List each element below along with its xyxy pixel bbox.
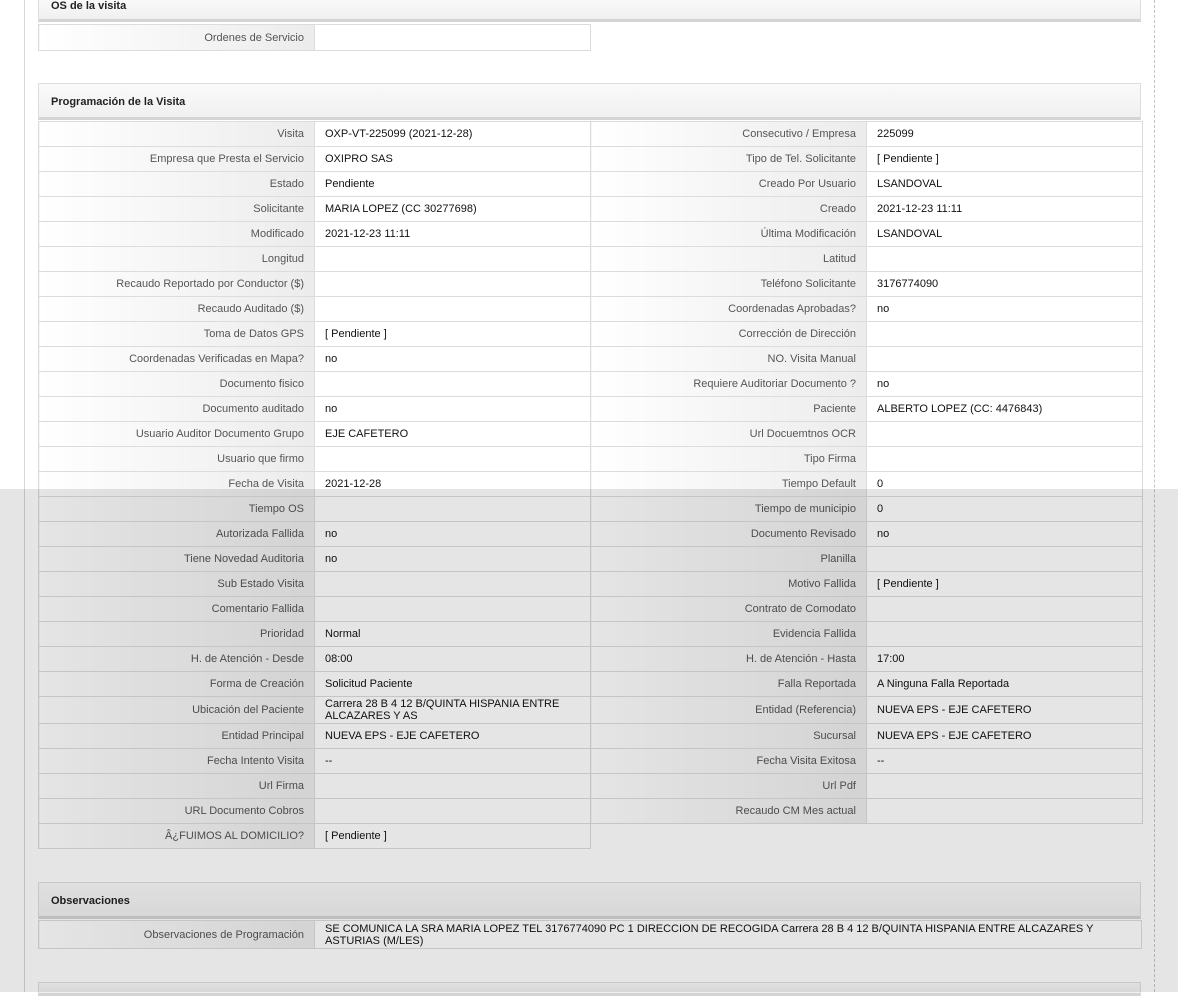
field-value: [ Pendiente ] — [315, 322, 591, 347]
field-label: Contrato de Comodato — [591, 597, 867, 622]
field-label: Â¿FUIMOS AL DOMICILIO? — [39, 824, 315, 849]
field-row — [39, 222, 1143, 247]
field-value: LSANDOVAL — [867, 172, 1143, 197]
field-label: Entidad (Referencia) — [591, 697, 867, 724]
field-value: OXP-VT-225099 (2021-12-28) — [315, 122, 591, 147]
field-label: Estado — [39, 172, 315, 197]
field-label: Documento Revisado — [591, 522, 867, 547]
field-label: Falla Reportada — [591, 672, 867, 697]
observaciones-label: Observaciones de Programación — [39, 921, 315, 949]
field-value: 17:00 — [867, 647, 1143, 672]
field-value — [315, 774, 591, 799]
field-row — [39, 447, 1143, 472]
field-row — [39, 824, 1143, 849]
field-label: Modificado — [39, 222, 315, 247]
field-row — [39, 749, 1143, 774]
field-label: Coordenadas Verificadas en Mapa? — [39, 347, 315, 372]
programacion-section-header — [38, 83, 1141, 120]
field-value — [315, 272, 591, 297]
field-row — [39, 724, 1143, 749]
field-label: Creado Por Usuario — [591, 172, 867, 197]
field-label: Tiene Novedad Auditoria — [39, 547, 315, 572]
field-value — [315, 597, 591, 622]
field-label: Empresa que Presta el Servicio — [39, 147, 315, 172]
field-label: Fecha Intento Visita — [39, 749, 315, 774]
field-value — [867, 597, 1143, 622]
field-value: 2021-12-23 11:11 — [315, 222, 591, 247]
field-label: Prioridad — [39, 622, 315, 647]
observaciones-section-header — [38, 882, 1141, 919]
field-label: Tipo de Tel. Solicitante — [591, 147, 867, 172]
field-label: Tiempo OS — [39, 497, 315, 522]
field-value — [315, 247, 591, 272]
observaciones-table — [38, 920, 1142, 949]
field-row — [39, 372, 1143, 397]
os-row — [39, 25, 591, 51]
field-row — [39, 472, 1143, 497]
field-row — [39, 272, 1143, 297]
field-label: Última Modificación — [591, 222, 867, 247]
field-label: Sub Estado Visita — [39, 572, 315, 597]
field-value: Solicitud Paciente — [315, 672, 591, 697]
field-value: LSANDOVAL — [867, 222, 1143, 247]
empty-cell — [591, 824, 867, 849]
field-value — [867, 422, 1143, 447]
os-section-header — [38, 0, 1141, 22]
field-row — [39, 347, 1143, 372]
field-value — [315, 799, 591, 824]
field-label: Documento auditado — [39, 397, 315, 422]
field-label: Coordenadas Aprobadas? — [591, 297, 867, 322]
field-value: OXIPRO SAS — [315, 147, 591, 172]
field-value — [315, 447, 591, 472]
field-label: Ubicación del Paciente — [39, 697, 315, 724]
orders-value — [315, 25, 591, 51]
field-value: MARIA LOPEZ (CC 30277698) — [315, 197, 591, 222]
programacion-title: Programación de la Visita — [51, 96, 186, 108]
field-value: [ Pendiente ] — [315, 824, 591, 849]
field-value — [867, 622, 1143, 647]
field-label: Usuario Auditor Documento Grupo — [39, 422, 315, 447]
field-label: Longitud — [39, 247, 315, 272]
field-row — [39, 397, 1143, 422]
field-row — [39, 697, 1143, 724]
field-value: 2021-12-23 11:11 — [867, 197, 1143, 222]
field-value: [ Pendiente ] — [867, 572, 1143, 597]
field-value: -- — [315, 749, 591, 774]
field-row — [39, 572, 1143, 597]
field-value — [867, 347, 1143, 372]
field-row — [39, 247, 1143, 272]
field-label: Teléfono Solicitante — [591, 272, 867, 297]
field-label: Visita — [39, 122, 315, 147]
field-value — [867, 447, 1143, 472]
field-label: H. de Atención - Hasta — [591, 647, 867, 672]
orders-label: Ordenes de Servicio — [39, 25, 315, 51]
field-label: Recaudo CM Mes actual — [591, 799, 867, 824]
field-label: H. de Atención - Desde — [39, 647, 315, 672]
field-label: Autorizada Fallida — [39, 522, 315, 547]
field-label: Latitud — [591, 247, 867, 272]
field-value: 225099 — [867, 122, 1143, 147]
field-value: Pendiente — [315, 172, 591, 197]
field-label: Usuario que firmo — [39, 447, 315, 472]
field-label: Documento fisico — [39, 372, 315, 397]
field-label: Planilla — [591, 547, 867, 572]
field-label: Url Pdf — [591, 774, 867, 799]
field-value: 2021-12-28 — [315, 472, 591, 497]
field-value: no — [867, 297, 1143, 322]
field-value — [867, 799, 1143, 824]
field-label: Forma de Creación — [39, 672, 315, 697]
field-label: Fecha Visita Exitosa — [591, 749, 867, 774]
field-value: ALBERTO LOPEZ (CC: 4476843) — [867, 397, 1143, 422]
field-row — [39, 497, 1143, 522]
field-label: URL Documento Cobros — [39, 799, 315, 824]
field-label: Recaudo Auditado ($) — [39, 297, 315, 322]
empty-cell — [867, 824, 1143, 849]
field-value: no — [867, 522, 1143, 547]
field-label: Url Docuemtnos OCR — [591, 422, 867, 447]
field-row — [39, 774, 1143, 799]
right-dashed-border — [1154, 0, 1155, 992]
field-label: Tipo Firma — [591, 447, 867, 472]
field-label: Paciente — [591, 397, 867, 422]
field-label: Fecha de Visita — [39, 472, 315, 497]
field-label: Evidencia Fallida — [591, 622, 867, 647]
field-value — [315, 372, 591, 397]
field-label: Motivo Fallida — [591, 572, 867, 597]
field-value: 0 — [867, 497, 1143, 522]
field-label: Requiere Auditoriar Documento ? — [591, 372, 867, 397]
field-label: Solicitante — [39, 197, 315, 222]
field-row — [39, 647, 1143, 672]
field-value — [867, 547, 1143, 572]
field-value: Normal — [315, 622, 591, 647]
field-row — [39, 522, 1143, 547]
field-label: Recaudo Reportado por Conductor ($) — [39, 272, 315, 297]
field-label: Tiempo Default — [591, 472, 867, 497]
observaciones-value: SE COMUNICA LA SRA MARIA LOPEZ TEL 3176774090 PC 1 DIRECCION DE RECOGIDA Carrera 28 B 4 12 B/QUINTA HISPANIA ENTRE ALCAZARES Y ASTURIAS (M/LES) — [315, 921, 1142, 949]
field-label: Corrección de Dirección — [591, 322, 867, 347]
field-row — [39, 122, 1143, 147]
left-border-line — [24, 0, 25, 992]
field-value — [315, 297, 591, 322]
field-value: no — [315, 397, 591, 422]
field-value: NUEVA EPS - EJE CAFETERO — [867, 697, 1143, 724]
observaciones-title: Observaciones — [51, 895, 130, 907]
field-label: Toma de Datos GPS — [39, 322, 315, 347]
field-row — [39, 422, 1143, 447]
field-value: Carrera 28 B 4 12 B/QUINTA HISPANIA ENTRE ALCAZARES Y AS — [315, 697, 591, 724]
field-value: 3176774090 — [867, 272, 1143, 297]
field-value: no — [315, 347, 591, 372]
field-row — [39, 147, 1143, 172]
field-row — [39, 672, 1143, 697]
field-label: Creado — [591, 197, 867, 222]
field-row — [39, 172, 1143, 197]
field-value — [867, 774, 1143, 799]
os-section-title: OS de la visita — [51, 0, 127, 12]
field-row — [39, 322, 1143, 347]
field-value — [315, 572, 591, 597]
field-row — [39, 622, 1143, 647]
field-label: Comentario Fallida — [39, 597, 315, 622]
field-label: Sucursal — [591, 724, 867, 749]
field-value: -- — [867, 749, 1143, 774]
field-value — [867, 247, 1143, 272]
field-row — [39, 197, 1143, 222]
field-label: Entidad Principal — [39, 724, 315, 749]
field-label: Consecutivo / Empresa — [591, 122, 867, 147]
field-label: Tiempo de municipio — [591, 497, 867, 522]
field-value — [867, 322, 1143, 347]
field-value: EJE CAFETERO — [315, 422, 591, 447]
field-row — [39, 297, 1143, 322]
field-value: [ Pendiente ] — [867, 147, 1143, 172]
field-value: no — [315, 547, 591, 572]
observaciones-row — [39, 921, 1142, 949]
field-value: NUEVA EPS - EJE CAFETERO — [867, 724, 1143, 749]
field-label: Url Firma — [39, 774, 315, 799]
field-value: A Ninguna Falla Reportada — [867, 672, 1143, 697]
field-value: 08:00 — [315, 647, 591, 672]
field-value: 0 — [867, 472, 1143, 497]
field-row — [39, 799, 1143, 824]
next-section-header — [38, 982, 1141, 996]
field-row — [39, 547, 1143, 572]
field-value: no — [867, 372, 1143, 397]
field-value: NUEVA EPS - EJE CAFETERO — [315, 724, 591, 749]
field-row — [39, 597, 1143, 622]
field-label: NO. Visita Manual — [591, 347, 867, 372]
field-value — [315, 497, 591, 522]
os-table — [38, 24, 591, 51]
programacion-table — [38, 121, 1143, 849]
field-value: no — [315, 522, 591, 547]
